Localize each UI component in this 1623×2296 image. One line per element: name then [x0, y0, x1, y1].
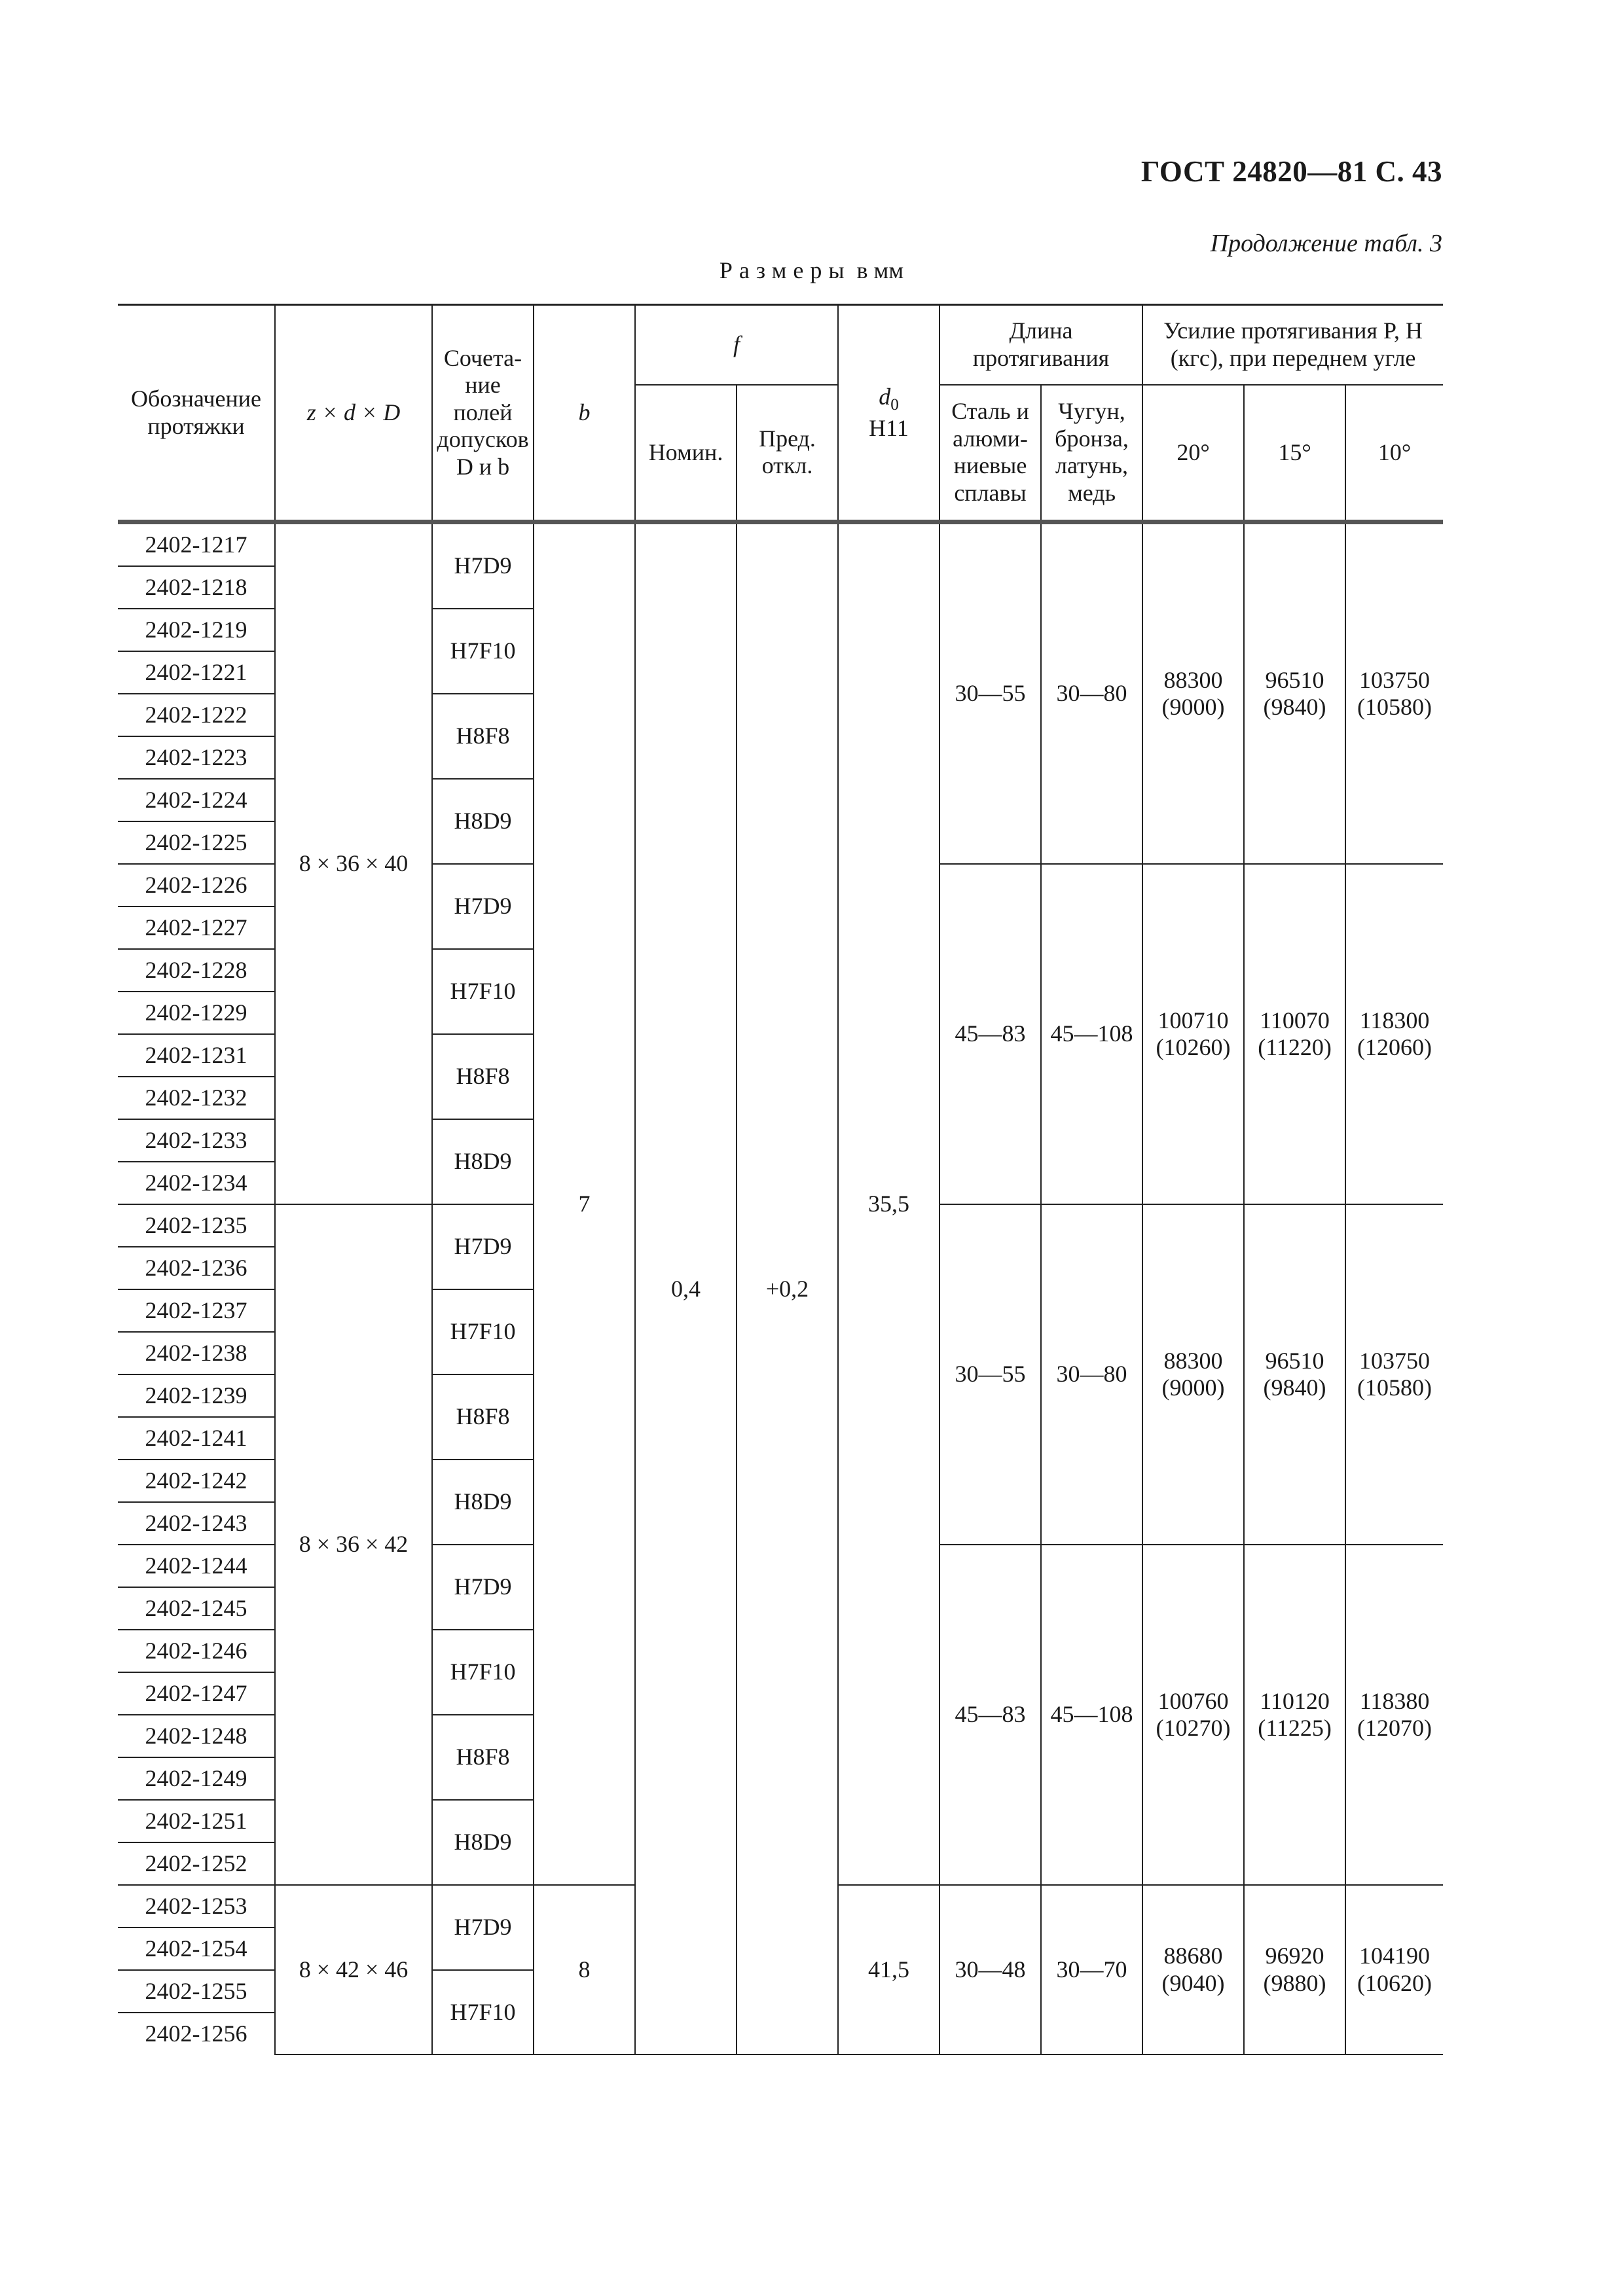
designation-cell: 2402-1221 — [118, 651, 275, 694]
force-kgf: (11220) — [1258, 1034, 1332, 1060]
length-iron-cell: 30—70 — [1041, 1885, 1142, 2054]
length-iron-cell: 45—108 — [1041, 864, 1142, 1204]
header-angle-10: 10° — [1345, 385, 1443, 522]
force-15-cell — [1244, 522, 1345, 865]
designation-cell: 2402-1236 — [118, 1247, 275, 1289]
header-length-iron: Чугун, бронза, латунь, медь — [1041, 385, 1142, 522]
force-kgf: (11225) — [1258, 1715, 1332, 1741]
dimensions-table-container — [118, 304, 1443, 2055]
header-f-nominal: Номин. — [635, 385, 737, 522]
fits-cell: H8F8 — [432, 694, 534, 779]
fits-cell: H7F10 — [432, 1289, 534, 1374]
force-kgf: (12070) — [1357, 1715, 1432, 1741]
fits-cell: H7D9 — [432, 864, 534, 949]
header-fits: Сочета-ние полей допусков D и b — [432, 305, 534, 522]
header-f-deviation: Пред. откл. — [737, 385, 838, 522]
header-zdD: z × d × D — [275, 305, 432, 522]
broach-dimensions-table — [118, 304, 1443, 2055]
designation-cell: 2402-1217 — [118, 522, 275, 567]
force-kgf: (10620) — [1357, 1969, 1432, 1996]
force-kgf: (9840) — [1263, 1374, 1326, 1401]
force-newtons: 96920 — [1265, 1943, 1324, 1969]
fits-cell: H7F10 — [432, 1630, 534, 1715]
force-kgf: (9880) — [1263, 1969, 1326, 1996]
header-angle-20: 20° — [1142, 385, 1244, 522]
force-15-cell — [1244, 864, 1345, 1204]
designation-cell: 2402-1252 — [118, 1842, 275, 1885]
designation-cell: 2402-1229 — [118, 992, 275, 1034]
fits-cell: H8D9 — [432, 779, 534, 864]
force-20-cell — [1142, 522, 1244, 865]
b-cell: 8 — [534, 1885, 635, 2054]
designation-cell: 2402-1247 — [118, 1672, 275, 1715]
force-10-cell — [1345, 1545, 1443, 1885]
force-kgf: (12060) — [1357, 1034, 1432, 1060]
header-length: Длина протягивания — [939, 305, 1142, 385]
f-deviation-cell: +0,2 — [737, 522, 838, 2055]
fits-cell: H8F8 — [432, 1715, 534, 1800]
force-kgf: (9000) — [1161, 1374, 1225, 1401]
force-newtons: 88680 — [1163, 1943, 1223, 1969]
force-newtons: 88300 — [1163, 666, 1223, 693]
force-newtons: 88300 — [1163, 1347, 1223, 1374]
zdD-cell: 8 × 36 × 42 — [275, 1204, 432, 1885]
designation-cell: 2402-1225 — [118, 821, 275, 864]
zdD-cell: 8 × 36 × 40 — [275, 522, 432, 1205]
designation-cell: 2402-1231 — [118, 1034, 275, 1077]
force-20-cell — [1142, 1545, 1244, 1885]
force-newtons: 118300 — [1359, 1007, 1430, 1033]
designation-cell: 2402-1249 — [118, 1757, 275, 1800]
fits-cell: H8D9 — [432, 1800, 534, 1885]
d0-cell: 41,5 — [838, 1885, 939, 2054]
force-kgf: (10580) — [1357, 1374, 1432, 1401]
force-15-cell — [1244, 1885, 1345, 2054]
designation-cell: 2402-1238 — [118, 1332, 275, 1374]
fits-cell: H7F10 — [432, 609, 534, 694]
units-label — [0, 257, 1623, 284]
force-newtons: 110070 — [1260, 1007, 1330, 1033]
fits-cell: H7F10 — [432, 1970, 534, 2054]
force-15-cell — [1244, 1545, 1345, 1885]
designation-cell: 2402-1241 — [118, 1417, 275, 1460]
header-d0-tolerance: H11 — [869, 414, 909, 441]
designation-cell: 2402-1243 — [118, 1502, 275, 1545]
force-15-cell — [1244, 1204, 1345, 1545]
designation-cell: 2402-1233 — [118, 1119, 275, 1162]
designation-cell: 2402-1224 — [118, 779, 275, 821]
units-label-spaced: Размеры — [719, 257, 851, 283]
b-cell: 7 — [534, 522, 635, 1886]
designation-cell: 2402-1248 — [118, 1715, 275, 1757]
zdD-cell: 8 × 42 × 46 — [275, 1885, 432, 2054]
force-10-cell — [1345, 864, 1443, 1204]
designation-cell: 2402-1219 — [118, 609, 275, 651]
designation-cell: 2402-1246 — [118, 1630, 275, 1672]
designation-cell: 2402-1232 — [118, 1077, 275, 1119]
force-newtons: 96510 — [1265, 1347, 1324, 1374]
force-newtons: 100710 — [1158, 1007, 1229, 1033]
fits-cell: H7D9 — [432, 1885, 534, 1970]
length-steel-cell: 45—83 — [939, 1545, 1041, 1885]
length-steel-cell: 30—48 — [939, 1885, 1041, 2054]
length-iron-cell: 30—80 — [1041, 1204, 1142, 1545]
length-iron-cell: 30—80 — [1041, 522, 1142, 865]
length-iron-cell: 45—108 — [1041, 1545, 1142, 1885]
designation-cell: 2402-1253 — [118, 1885, 275, 1928]
force-10-cell — [1345, 522, 1443, 865]
fits-cell: H8D9 — [432, 1119, 534, 1204]
designation-cell: 2402-1255 — [118, 1970, 275, 2013]
force-20-cell — [1142, 1885, 1244, 2054]
designation-cell: 2402-1237 — [118, 1289, 275, 1332]
force-kgf: (10260) — [1156, 1034, 1231, 1060]
designation-cell: 2402-1227 — [118, 906, 275, 949]
force-newtons: 96510 — [1265, 666, 1324, 693]
fits-cell: H8D9 — [432, 1460, 534, 1545]
force-kgf: (9040) — [1161, 1969, 1225, 1996]
force-newtons: 103750 — [1359, 1347, 1431, 1374]
force-newtons: 104190 — [1359, 1943, 1431, 1969]
force-kgf: (9000) — [1161, 694, 1225, 720]
designation-cell: 2402-1226 — [118, 864, 275, 906]
force-newtons: 100760 — [1158, 1687, 1229, 1714]
table-row — [118, 522, 1443, 567]
header-f: f — [635, 305, 838, 385]
header-row-1 — [118, 305, 1443, 385]
fits-cell: H7D9 — [432, 522, 534, 609]
designation-cell: 2402-1228 — [118, 949, 275, 992]
force-newtons: 118380 — [1359, 1687, 1430, 1714]
designation-cell: 2402-1256 — [118, 2013, 275, 2054]
fits-cell: H7D9 — [432, 1545, 534, 1630]
designation-cell: 2402-1254 — [118, 1928, 275, 1970]
designation-cell: 2402-1244 — [118, 1545, 275, 1587]
header-b: b — [534, 305, 635, 522]
table-continuation-label: Продолжение табл. 3 — [1210, 230, 1442, 257]
designation-cell: 2402-1242 — [118, 1460, 275, 1502]
fits-cell: H7D9 — [432, 1204, 534, 1289]
designation-cell: 2402-1239 — [118, 1374, 275, 1417]
length-steel-cell: 30—55 — [939, 522, 1041, 865]
header-force: Усилие протягивания P, Н (кгс), при переднем угле — [1142, 305, 1443, 385]
force-10-cell — [1345, 1204, 1443, 1545]
force-newtons: 103750 — [1359, 666, 1431, 693]
length-steel-cell: 45—83 — [939, 864, 1041, 1204]
table-body — [118, 522, 1443, 2055]
force-kgf: (10270) — [1156, 1715, 1231, 1741]
header-d0-subscript: 0 — [890, 395, 899, 414]
header-d0-symbol: d — [879, 383, 891, 410]
header-length-steel: Сталь и алюми-ниевые сплавы — [939, 385, 1041, 522]
fits-cell: H8F8 — [432, 1374, 534, 1460]
header-angle-15: 15° — [1244, 385, 1345, 522]
fits-cell: H8F8 — [432, 1034, 534, 1119]
force-newtons: 110120 — [1260, 1687, 1330, 1714]
designation-cell: 2402-1234 — [118, 1162, 275, 1204]
header-designation: Обозначение протяжки — [118, 305, 275, 522]
page-header: ГОСТ 24820—81 С. 43 — [1140, 155, 1442, 188]
force-kgf: (9840) — [1263, 694, 1326, 720]
force-20-cell — [1142, 864, 1244, 1204]
designation-cell: 2402-1222 — [118, 694, 275, 736]
d0-cell: 35,5 — [838, 522, 939, 1886]
force-10-cell — [1345, 1885, 1443, 2054]
designation-cell: 2402-1223 — [118, 736, 275, 779]
force-kgf: (10580) — [1357, 694, 1432, 720]
designation-cell: 2402-1235 — [118, 1204, 275, 1247]
force-20-cell — [1142, 1204, 1244, 1545]
header-d0 — [838, 305, 939, 522]
f-nominal-cell: 0,4 — [635, 522, 737, 2055]
length-steel-cell: 30—55 — [939, 1204, 1041, 1545]
designation-cell: 2402-1245 — [118, 1587, 275, 1630]
fits-cell: H7F10 — [432, 949, 534, 1034]
designation-cell: 2402-1251 — [118, 1800, 275, 1842]
designation-cell: 2402-1218 — [118, 566, 275, 609]
units-label-rest: в мм — [850, 257, 904, 283]
